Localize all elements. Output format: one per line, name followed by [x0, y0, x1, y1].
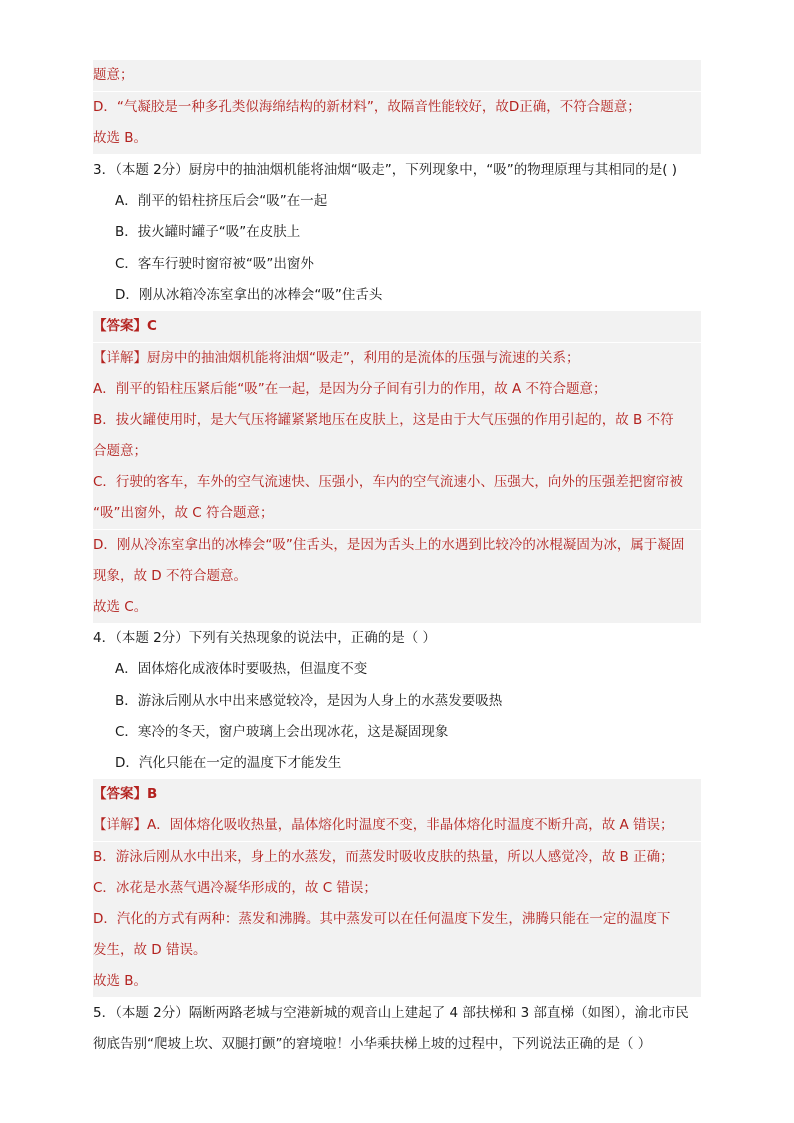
explanation-line: B．拔火罐使用时，是大气压将罐紧紧地压在皮肤上，这是由于大气压强的作用引起的，故 B 不符 — [93, 405, 701, 436]
question-4-option-c: C．寒冷的冬天，窗户玻璃上会出现冰花，这是凝固现象 — [115, 724, 449, 740]
answer-label: 【答案】C — [93, 311, 701, 342]
explanation-line: D．汽化的方式有两种：蒸发和沸腾。其中蒸发可以在任何温度下发生，沸腾只能在一定的温度下 — [93, 904, 701, 935]
text-line: 题意； — [93, 60, 701, 91]
explanation-line: “吸”出窗外，故 C 符合题意； — [93, 498, 701, 529]
question-4-option-a: A．固体熔化成液体时要吸热，但温度不变 — [115, 661, 368, 677]
explanation-line: B．游泳后刚从水中出来，身上的水蒸发，而蒸发时吸收皮肤的热量，所以人感觉冷，故 B 正确； — [93, 842, 701, 873]
explanation-line: 发生，故 D 错误。 — [93, 935, 701, 966]
question-5-stem-continued: 彻底告别“爬坡上坎、双腿打颤”的窘境啦！小华乘扶梯上坡的过程中，下列说法正确的是（ ） — [93, 1036, 652, 1052]
explanation-line: 【详解】A．固体熔化吸收热量，晶体熔化时温度不变，非晶体熔化时温度不断升高，故 A 错误； — [93, 810, 701, 841]
question-3-option-c: C．客车行驶时窗帘被“吸”出窗外 — [115, 256, 314, 272]
question-3-option-d: D．刚从冰箱冷冻室拿出的冰棒会“吸”住舌头 — [115, 287, 383, 303]
question-3-option-b: B．拔火罐时罐子“吸”在皮肤上 — [115, 224, 301, 240]
text-line: D．“气凝胶是一种多孔类似海绵结构的新材料”，故隔音性能较好，故D正确，不符合题意； — [93, 92, 701, 123]
explanation-line: C．冰花是水蒸气遇冷凝华形成的，故 C 错误； — [93, 873, 701, 904]
explanation-line: 【详解】厨房中的抽油烟机能将油烟“吸走”，利用的是流体的压强与流速的关系； — [93, 343, 701, 374]
explanation-line: 合题意； — [93, 436, 701, 467]
explanation-line: A．削平的铅柱压紧后能“吸”在一起，是因为分子间有引力的作用，故 A 不符合题意； — [93, 374, 701, 405]
explanation-line: D．刚从冷冻室拿出的冰棒会“吸”住舌头，是因为舌头上的水遇到比较冷的冰棍凝固为冰，属于凝固 — [93, 530, 701, 561]
explanation-line: 故选 B。 — [93, 966, 701, 997]
text-line: 故选 B。 — [93, 123, 701, 154]
question-5-stem: 5．（本题 2分）隔断两路老城与空港新城的观音山上建起了 4 部扶梯和 3 部直梯（如图），渝北市民 — [93, 1005, 689, 1021]
question-4-stem: 4．（本题 2分）下列有关热现象的说法中，正确的是（ ） — [93, 630, 437, 646]
explanation-line: 现象，故 D 不符合题意。 — [93, 561, 701, 592]
question-4-option-d: D．汽化只能在一定的温度下才能发生 — [115, 755, 342, 771]
question-3-option-a: A．削平的铅柱挤压后会“吸”在一起 — [115, 193, 328, 209]
answer-label: 【答案】B — [93, 779, 701, 810]
question-3-stem: 3．（本题 2分）厨房中的抽油烟机能将油烟“吸走”，下列现象中，“吸”的物理原理与其相同的是( ) — [93, 162, 678, 178]
explanation-line: C．行驶的客车，车外的空气流速快、压强小，车内的空气流速小、压强大，向外的压强差把窗帘被 — [93, 467, 701, 498]
explanation-line: 故选 C。 — [93, 592, 701, 623]
question-4-option-b: B．游泳后刚从水中出来感觉较冷，是因为人身上的水蒸发要吸热 — [115, 693, 503, 709]
